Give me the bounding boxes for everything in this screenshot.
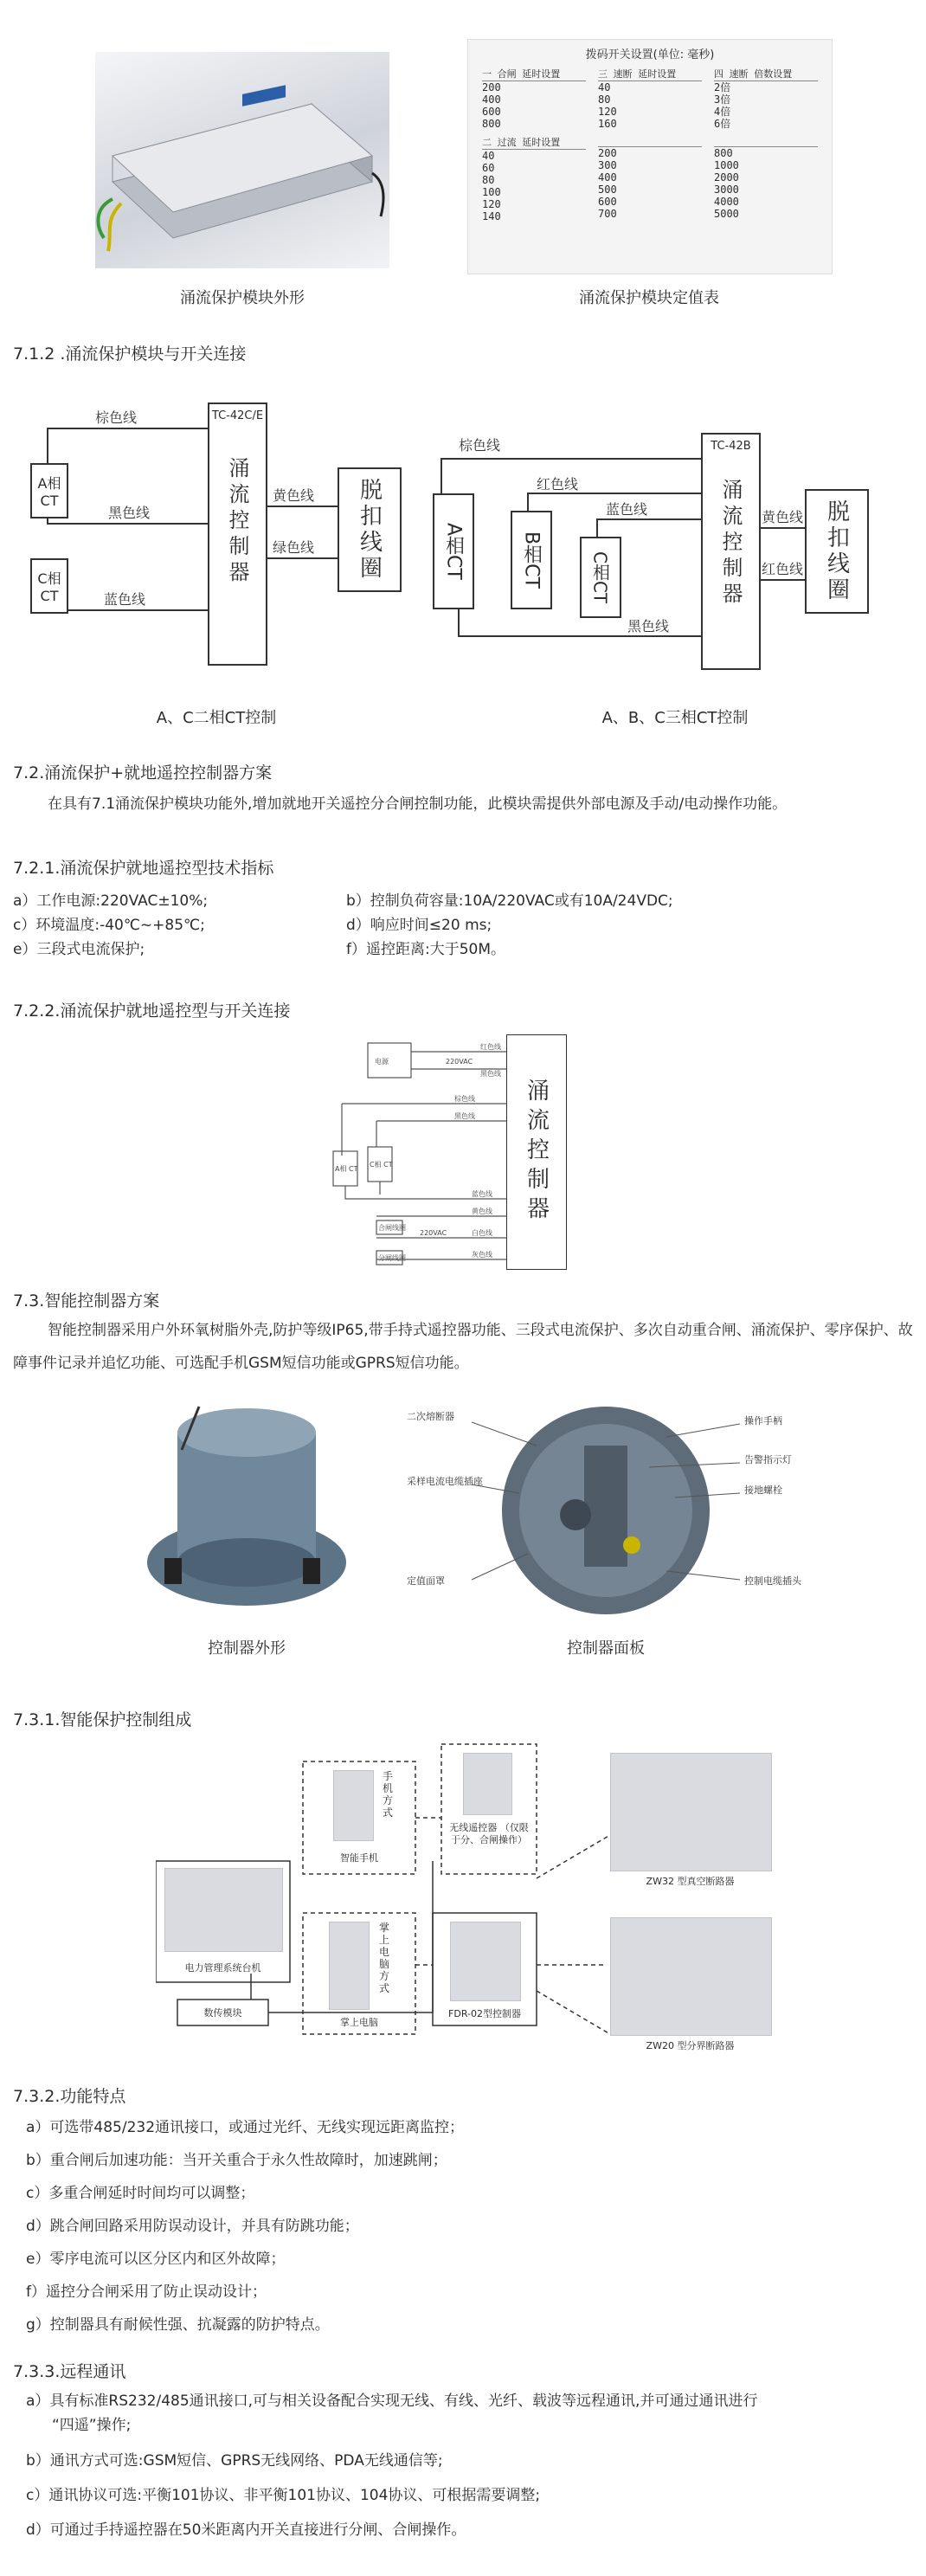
setting-value: 4000 xyxy=(714,196,739,208)
wire-label-red: 红色线 xyxy=(537,476,579,493)
svg-text:红色线: 红色线 xyxy=(480,1043,501,1051)
setting-table xyxy=(467,39,833,274)
setting-group xyxy=(714,135,818,222)
intro-7-2: 在具有7.1涌流保护模块功能外,增加就地开关遥控分合闸控制功能，此模块需提供外部电源及手动/电动操作功能。 xyxy=(48,795,788,813)
comm-item-a-cont: “四遥”操作; xyxy=(52,2417,132,2434)
setting-value: 80 xyxy=(598,93,611,106)
setting-group-name: 四 速断 倍数设置 xyxy=(714,67,818,81)
spec-b: b）控制负荷容量:10A/220VAC或有10A/24VDC; xyxy=(346,892,673,910)
wire-label-yellow: 黄色线 xyxy=(273,487,315,504)
setting-group-name: 三 速断 延时设置 xyxy=(598,67,702,81)
svg-text:白色线: 白色线 xyxy=(472,1229,492,1237)
ct-c-box: C相 CT xyxy=(30,558,68,614)
setting-value: 40 xyxy=(598,81,611,93)
setting-value: 200 xyxy=(598,147,617,159)
setting-value: 2000 xyxy=(714,171,739,184)
svg-text:C相 CT: C相 CT xyxy=(370,1161,393,1169)
controller-model: TC-42C/E xyxy=(211,409,264,422)
gsm-phone-image xyxy=(333,1770,374,1841)
setting-value: 3倍 xyxy=(714,93,731,106)
caption-setting-table: 涌流保护模块定值表 xyxy=(579,289,719,307)
power-label: 电源 xyxy=(375,1058,389,1066)
controller-name: 涌流控制器 xyxy=(718,479,743,609)
controller-name: 涌流控制器 xyxy=(225,457,249,587)
caption-two-phase: A、C二相CT控制 xyxy=(156,709,277,727)
controller-panel-photo xyxy=(407,1398,805,1623)
svg-text:220VAC: 220VAC xyxy=(420,1229,447,1237)
controller-photo xyxy=(130,1398,363,1623)
setting-group-name xyxy=(598,135,702,147)
setting-table-title: 拨码开关设置(单位: 毫秒) xyxy=(585,48,715,61)
ct-a-box: A相 CT xyxy=(30,463,68,518)
setting-value: 1000 xyxy=(714,159,739,171)
controller-box xyxy=(701,433,761,670)
setting-value: 5000 xyxy=(714,208,739,220)
trip-coil-box: 脱扣线圈 xyxy=(338,467,402,592)
comm-item-d: d）可通过手持遥控器在50米距离内开关直接进行分闸、合闸操作。 xyxy=(26,2521,466,2539)
diagram-remote-wiring xyxy=(325,1034,601,1277)
pda-mode-label: 掌上电脑方式 xyxy=(379,1922,390,1994)
setting-value: 160 xyxy=(598,118,617,130)
zw20-breaker-image xyxy=(610,1917,772,2036)
setting-group xyxy=(598,67,702,130)
setting-value: 800 xyxy=(482,118,501,130)
fdr-controller-label: FDR-02型控制器 xyxy=(448,2008,521,2019)
setting-value: 800 xyxy=(714,147,733,159)
setting-group-name: 一 合闸 延时设置 xyxy=(482,67,586,81)
heading-7-3-1: 7.3.1.智能保护控制组成 xyxy=(13,1710,192,1729)
spec-f: f）遥控距离:大于50M。 xyxy=(346,941,506,958)
svg-text:黄色线: 黄色线 xyxy=(472,1208,492,1215)
setting-table-grid xyxy=(468,61,832,228)
svg-text:A相 CT: A相 CT xyxy=(335,1165,358,1173)
setting-group xyxy=(482,67,586,130)
zw32-label: ZW32 型真空断路器 xyxy=(646,1876,735,1887)
heading-7-1-2: 7.1.2 .涌流保护模块与开关连接 xyxy=(13,345,247,364)
setting-value: 300 xyxy=(598,159,617,171)
heading-7-2-2: 7.2.2.涌流保护就地遥控型与开关连接 xyxy=(13,1001,291,1021)
feature-item: a）可选带485/232通讯接口，或通过光纤、无线实现远距离监控； xyxy=(26,2119,465,2136)
wire-label-green: 绿色线 xyxy=(273,539,315,556)
setting-value: 100 xyxy=(482,186,501,198)
feature-item: c）多重合闸延时时间均可以调整； xyxy=(26,2185,255,2202)
ct-b-box: B相CT xyxy=(511,511,552,609)
modem-label: 数传模块 xyxy=(203,2007,242,2019)
controller-box xyxy=(208,402,267,666)
setting-value: 400 xyxy=(482,93,501,106)
mobile-mode-label: 手机方式 xyxy=(383,1770,394,1819)
feature-item: f）遥控分合闸采用了防止误动设计； xyxy=(26,2283,267,2301)
caption-three-phase: A、B、C三相CT控制 xyxy=(601,709,749,727)
feature-item: g）控制器具有耐候性强、抗凝露的防护特点。 xyxy=(26,2316,330,2334)
svg-text:分闸线圈: 分闸线圈 xyxy=(378,1254,406,1262)
setting-group-name xyxy=(714,135,818,147)
remote-controller-box: 涌流控制器 xyxy=(506,1034,567,1270)
system-composition-diagram xyxy=(156,1740,822,2060)
setting-group xyxy=(598,135,702,222)
spec-d: d）响应时间≤20 ms; xyxy=(346,917,492,934)
heading-7-3-3: 7.3.3.远程通讯 xyxy=(13,2362,126,2381)
setting-value: 400 xyxy=(598,171,617,184)
zw20-label: ZW20 型分界断路器 xyxy=(646,2040,735,2051)
setting-value: 6倍 xyxy=(714,118,731,130)
setting-value: 4倍 xyxy=(714,106,731,118)
setting-group-name: 二 过流 延时设置 xyxy=(482,135,586,150)
setting-value: 60 xyxy=(482,162,495,174)
comm-item-c: c）通讯协议可选:平衡101协议、非平衡101协议、104协议、可根据需要调整; xyxy=(26,2487,541,2504)
pda-image xyxy=(329,1922,370,2010)
module-device-illustration xyxy=(95,52,389,268)
pda-label: 掌上电脑 xyxy=(340,2017,378,2028)
heading-7-2: 7.2.涌流保护+就地遥控控制器方案 xyxy=(13,763,273,782)
ct-a-box: A相CT xyxy=(433,493,474,609)
v220-label: 220VAC xyxy=(446,1058,473,1066)
setting-value: 600 xyxy=(482,106,501,118)
svg-text:接地螺栓: 接地螺栓 xyxy=(744,1484,782,1496)
wire-label-black: 黑色线 xyxy=(108,505,151,521)
heading-7-3: 7.3.智能控制器方案 xyxy=(13,1291,160,1311)
setting-value: 40 xyxy=(482,150,495,162)
setting-value: 500 xyxy=(598,184,617,196)
setting-value: 120 xyxy=(598,106,617,118)
intro-7-3: 智能控制器采用户外环氧树脂外壳,防护等级IP65,带手持式遥控器功能、三段式电流保护、多次自动重合闸、涌流保护、零序保护、故障事件记录并追忆功能、可选配手机GSM短信功能或GPRS短信功能。 xyxy=(13,1322,913,1372)
svg-text:采样电流电缆插座: 采样电流电缆插座 xyxy=(407,1476,483,1487)
heading-7-2-1: 7.2.1.涌流保护就地遥控型技术指标 xyxy=(13,859,274,878)
setting-value: 600 xyxy=(598,196,617,208)
heading-7-3-2: 7.3.2.功能特点 xyxy=(13,2087,126,2106)
comm-item-a: a）具有标准RS232/485通讯接口,可与相关设备配合实现无线、有线、光纤、载波等远程通讯,并可通过通讯进行 xyxy=(26,2392,758,2410)
setting-value: 80 xyxy=(482,174,495,186)
svg-text:操作手柄: 操作手柄 xyxy=(744,1415,782,1426)
pc-label: 电力管理系统台机 xyxy=(184,1962,261,1974)
wire-label-blue: 蓝色线 xyxy=(104,591,146,608)
module-photo xyxy=(95,52,389,268)
svg-text:合闸线圈: 合闸线圈 xyxy=(378,1224,406,1232)
spec-e: e）三段式电流保护; xyxy=(13,941,145,958)
caption-controller-panel: 控制器面板 xyxy=(567,1639,645,1658)
setting-value: 2倍 xyxy=(714,81,731,93)
svg-text:二次熔断器: 二次熔断器 xyxy=(407,1411,454,1422)
svg-text:黑色线: 黑色线 xyxy=(454,1112,475,1120)
caption-controller-photo: 控制器外形 xyxy=(208,1639,286,1658)
setting-value: 3000 xyxy=(714,184,739,196)
feature-item: e）零序电流可以区分区内和区外故障； xyxy=(26,2251,286,2268)
zw32-breaker-image xyxy=(610,1753,772,1871)
wire-label-blue: 蓝色线 xyxy=(606,501,648,518)
svg-text:蓝色线: 蓝色线 xyxy=(472,1190,492,1198)
svg-text:灰色线: 灰色线 xyxy=(472,1251,492,1259)
wire-label-brown: 棕色线 xyxy=(459,437,501,454)
ct-c-box: C相CT xyxy=(580,537,621,618)
setting-group xyxy=(482,135,586,222)
setting-value: 200 xyxy=(482,81,501,93)
remote-image xyxy=(463,1753,512,1815)
spec-a: a）工作电源:220VAC±10%; xyxy=(13,892,209,910)
setting-group xyxy=(714,67,818,130)
setting-value: 700 xyxy=(598,208,617,220)
pc-workstation xyxy=(164,1868,283,1952)
gsm-phone-label: 智能手机 xyxy=(340,1852,378,1864)
feature-item: d）跳合闸回路采用防误动设计，并具有防跳功能； xyxy=(26,2218,359,2235)
feature-list xyxy=(26,2118,464,2348)
setting-value: 120 xyxy=(482,198,501,210)
diagram-two-phase xyxy=(13,394,420,679)
controller-model: TC-42B xyxy=(711,440,751,453)
svg-text:定值面罩: 定值面罩 xyxy=(407,1575,445,1587)
svg-text:告警指示灯: 告警指示灯 xyxy=(744,1454,792,1465)
caption-module-photo: 涌流保护模块外形 xyxy=(180,289,305,307)
svg-text:棕色线: 棕色线 xyxy=(454,1095,475,1103)
wire-label-yellow: 黄色线 xyxy=(762,509,804,525)
diagram-three-phase xyxy=(433,407,917,684)
comm-item-b: b）通讯方式可选:GSM短信、GPRS无线网络、PDA无线通信等; xyxy=(26,2452,443,2470)
controller-panel-illustration xyxy=(407,1398,805,1623)
wire-label-black: 黑色线 xyxy=(627,618,670,634)
wire-label-red-coil: 红色线 xyxy=(762,561,804,577)
remote-label: 无线遥控器 （仅限于分、合闸操作） xyxy=(449,1822,529,1845)
wire-label-brown: 棕色线 xyxy=(95,409,138,426)
svg-text:控制电缆插头: 控制电缆插头 xyxy=(744,1575,801,1587)
spec-c: c）环境温度:-40℃~+85℃; xyxy=(13,917,205,934)
fdr-controller-image xyxy=(450,1922,521,2001)
setting-value: 140 xyxy=(482,210,501,222)
controller-illustration xyxy=(130,1398,363,1623)
trip-coil-box: 脱扣线圈 xyxy=(805,489,869,614)
svg-text:黑色线: 黑色线 xyxy=(480,1070,501,1078)
feature-item: b）重合闸后加速功能：当开关重合于永久性故障时，加速跳闸； xyxy=(26,2152,447,2169)
